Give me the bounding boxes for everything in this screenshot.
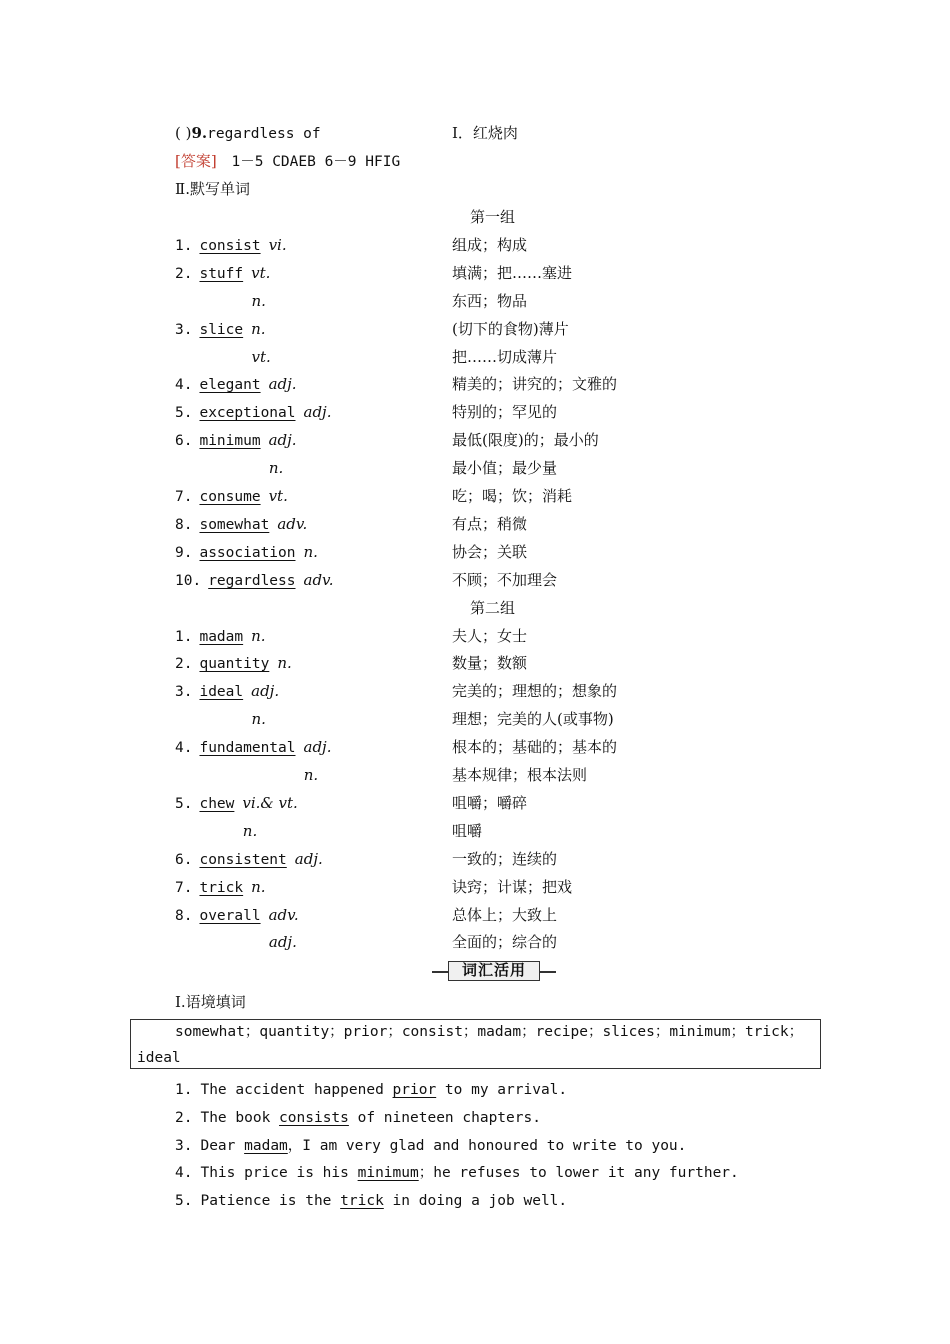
vocab-word: ideal <box>199 684 244 701</box>
part-of-speech: adj. <box>303 738 332 757</box>
item-number: 6. <box>175 851 193 868</box>
item-number: 1. <box>175 628 193 645</box>
vocab-row <box>175 624 266 648</box>
part-of-speech: n. <box>251 877 266 896</box>
vocab-meaning: 有点；稍微 <box>452 514 528 533</box>
part-of-speech: adv. <box>277 514 308 533</box>
answer-line <box>175 149 400 173</box>
sentence-answer: minimum <box>357 1165 419 1182</box>
answer-blank: ( ) <box>175 124 192 142</box>
part-of-speech: adj. <box>268 375 297 394</box>
vocab-word: regardless <box>208 572 296 589</box>
part-of-speech: vt. <box>268 487 288 505</box>
sentence-item <box>175 1161 739 1185</box>
vocab-meaning: 全面的；综合的 <box>452 933 558 952</box>
sentence-text-before: The book <box>200 1109 280 1126</box>
vocab-row <box>175 568 334 592</box>
vocab-row <box>175 651 292 675</box>
part-of-speech: adj. <box>268 431 297 450</box>
vocab-meaning: 咀嚼；嚼碎 <box>452 793 528 812</box>
item-number: 9. <box>175 544 193 561</box>
vocab-meaning: (切下的食物)薄片 <box>452 319 569 338</box>
part-of-speech: n. <box>277 654 292 673</box>
vocab-meaning: 数量；数额 <box>452 654 528 673</box>
part-of-speech: n. <box>251 710 266 729</box>
vocab-meaning: 协会；关联 <box>452 542 528 561</box>
part-of-speech: n. <box>303 766 319 784</box>
vocab-row <box>175 317 266 341</box>
vocab-row <box>175 540 318 564</box>
vocab-meaning: 精美的；讲究的；文雅的 <box>452 375 618 394</box>
item-number: 8. <box>175 907 193 924</box>
word-bank-line-1: somewhat；quantity；prior；consist；madam；recipe；slices；minimum；trick； <box>175 1024 804 1040</box>
part-of-speech: n. <box>251 626 266 645</box>
vocab-row <box>175 875 266 899</box>
item-number: 3. <box>175 321 193 338</box>
sentence-number: 4. <box>175 1165 193 1182</box>
part-of-speech: adj. <box>268 933 297 952</box>
sentence-number: 3. <box>175 1137 193 1154</box>
vocab-row <box>175 847 323 871</box>
item-number: 8. <box>175 516 193 533</box>
vocab-word: minimum <box>199 433 261 450</box>
vocab-row <box>175 484 288 508</box>
group-title: 第一组 <box>470 208 516 226</box>
vocab-word: chew <box>199 795 235 812</box>
vocab-meaning: 特别的；罕见的 <box>452 403 558 422</box>
vocab-row <box>175 233 287 257</box>
part-of-speech: n. <box>251 319 266 338</box>
vocab-word: exceptional <box>199 405 296 422</box>
item-number: 2. <box>175 265 193 282</box>
sentence-text-after: ，I am very glad and honoured to write to you. <box>287 1137 687 1154</box>
vocab-word: fundamental <box>199 740 296 757</box>
vocab-word: consume <box>199 489 261 505</box>
part-of-speech: adj. <box>294 849 323 868</box>
vocab-meaning: 诀窍；计谋；把戏 <box>452 877 573 896</box>
vocab-row <box>175 903 299 927</box>
part-of-speech: vi. <box>268 235 287 254</box>
item-number: 10. <box>175 572 202 589</box>
vocab-word: trick <box>199 879 244 896</box>
item-number: 2. <box>175 656 193 673</box>
section-title-dictation: Ⅱ.默写单词 <box>175 180 250 198</box>
word-bank-line-2: ideal <box>137 1050 181 1066</box>
question-term: regardless of <box>207 126 321 142</box>
sentence-number: 1. <box>175 1082 193 1098</box>
group-title: 第二组 <box>470 598 516 617</box>
vocab-row <box>175 372 297 396</box>
item-number: 5. <box>175 405 193 422</box>
part-of-speech: n. <box>251 291 266 310</box>
sentence-answer: trick <box>340 1193 384 1210</box>
sentence-answer: consists <box>279 1109 349 1126</box>
sentence-item <box>175 1134 686 1158</box>
vocab-meaning: 一致的；连续的 <box>452 849 558 868</box>
sentence-answer: madam <box>244 1137 288 1154</box>
vocab-meaning: 填满；把……塞进 <box>452 263 573 282</box>
part-of-speech: vt. <box>251 263 271 282</box>
vocab-meaning: 理想；完美的人(或事物) <box>452 710 614 729</box>
vocab-word: slice <box>199 321 244 338</box>
part-of-speech: n. <box>268 459 284 478</box>
vocab-meaning: 总体上；大致上 <box>452 905 558 924</box>
sentence-text-before: Dear <box>200 1137 245 1154</box>
item-number: 5. <box>175 795 193 812</box>
vocab-meaning: 组成；构成 <box>452 235 528 254</box>
vocab-row <box>175 512 307 536</box>
sentence-text-after: of nineteen chapters. <box>348 1109 541 1126</box>
sentence-text-after: in doing a job well. <box>383 1193 568 1210</box>
vocab-meaning: 咀嚼 <box>452 821 483 840</box>
sentence-text-before: The accident happened <box>200 1082 393 1098</box>
vocab-usage-heading <box>432 960 556 982</box>
item-number: 3. <box>175 684 193 701</box>
word-bank-box <box>130 1019 821 1069</box>
vocab-meaning: 把……切成薄片 <box>452 347 558 366</box>
vocab-meaning: 基本规律；根本法则 <box>452 766 588 784</box>
vocab-word: association <box>199 544 296 561</box>
sentence-text-after: ；he refuses to lower it any further. <box>418 1165 739 1182</box>
vocab-meaning: 不顾；不加理会 <box>452 570 558 589</box>
sentence-item <box>175 1189 567 1213</box>
vocab-row <box>175 735 331 759</box>
part-of-speech: adj. <box>303 403 332 422</box>
vocab-meaning: 最小值；最少量 <box>452 459 558 478</box>
vocab-meaning: 根本的；基础的；基本的 <box>452 738 618 757</box>
sentence-number: 5. <box>175 1193 193 1210</box>
part-of-speech: n. <box>242 821 258 840</box>
sentence-item <box>175 1078 567 1102</box>
vocab-word: quantity <box>199 656 270 673</box>
answer-text: 1－5 CDAEB 6－9 HFIG <box>231 154 401 170</box>
item-number: 7. <box>175 879 193 896</box>
question-number: 9. <box>191 124 208 142</box>
item-number: 7. <box>175 489 193 505</box>
sentence-text-before: This price is his <box>200 1165 358 1182</box>
item-number: 4. <box>175 740 193 757</box>
sentence-text-before: Patience is the <box>200 1193 341 1210</box>
sentence-answer: prior <box>392 1082 437 1098</box>
sentence-item <box>175 1106 541 1130</box>
part-of-speech: vi.& vt. <box>242 793 298 812</box>
vocab-word: consist <box>199 237 261 254</box>
vocab-meaning: 东西；物品 <box>452 291 528 310</box>
part-of-speech: n. <box>303 542 318 561</box>
vocab-row <box>175 679 279 703</box>
item-number: 4. <box>175 377 193 394</box>
part-of-speech: adj. <box>251 682 280 701</box>
vocab-row <box>175 428 297 452</box>
item-number: 1. <box>175 237 193 254</box>
answer-tag: [答案] <box>175 152 217 170</box>
part-of-speech: adv. <box>268 905 299 924</box>
vocab-meaning: 吃；喝；饮；消耗 <box>452 487 573 505</box>
vocab-word: consistent <box>199 851 287 868</box>
vocab-meaning: 完美的；理想的；想象的 <box>452 682 618 701</box>
vocab-word: overall <box>199 907 261 924</box>
part-of-speech: adv. <box>303 570 334 589</box>
sentence-text-after: to my arrival. <box>436 1082 568 1098</box>
vocab-row <box>175 791 298 815</box>
vocab-word: stuff <box>199 265 244 282</box>
vocab-row <box>175 400 331 424</box>
item-number: 6. <box>175 433 193 450</box>
vocab-row <box>175 261 270 285</box>
question-9-option: I．红烧肉 <box>452 124 518 142</box>
sentence-number: 2. <box>175 1109 193 1126</box>
vocab-meaning: 夫人；女士 <box>452 626 528 645</box>
vocab-word: somewhat <box>199 516 270 533</box>
section-title-fill-in: Ⅰ.语境填词 <box>175 993 246 1011</box>
vocab-word: madam <box>199 628 244 645</box>
vocab-meaning: 最低(限度)的；最小的 <box>452 431 599 450</box>
vocab-word: elegant <box>199 377 261 394</box>
question-9-line <box>175 121 321 145</box>
heading-label: 词汇活用 <box>448 961 540 981</box>
part-of-speech: vt. <box>251 347 271 366</box>
